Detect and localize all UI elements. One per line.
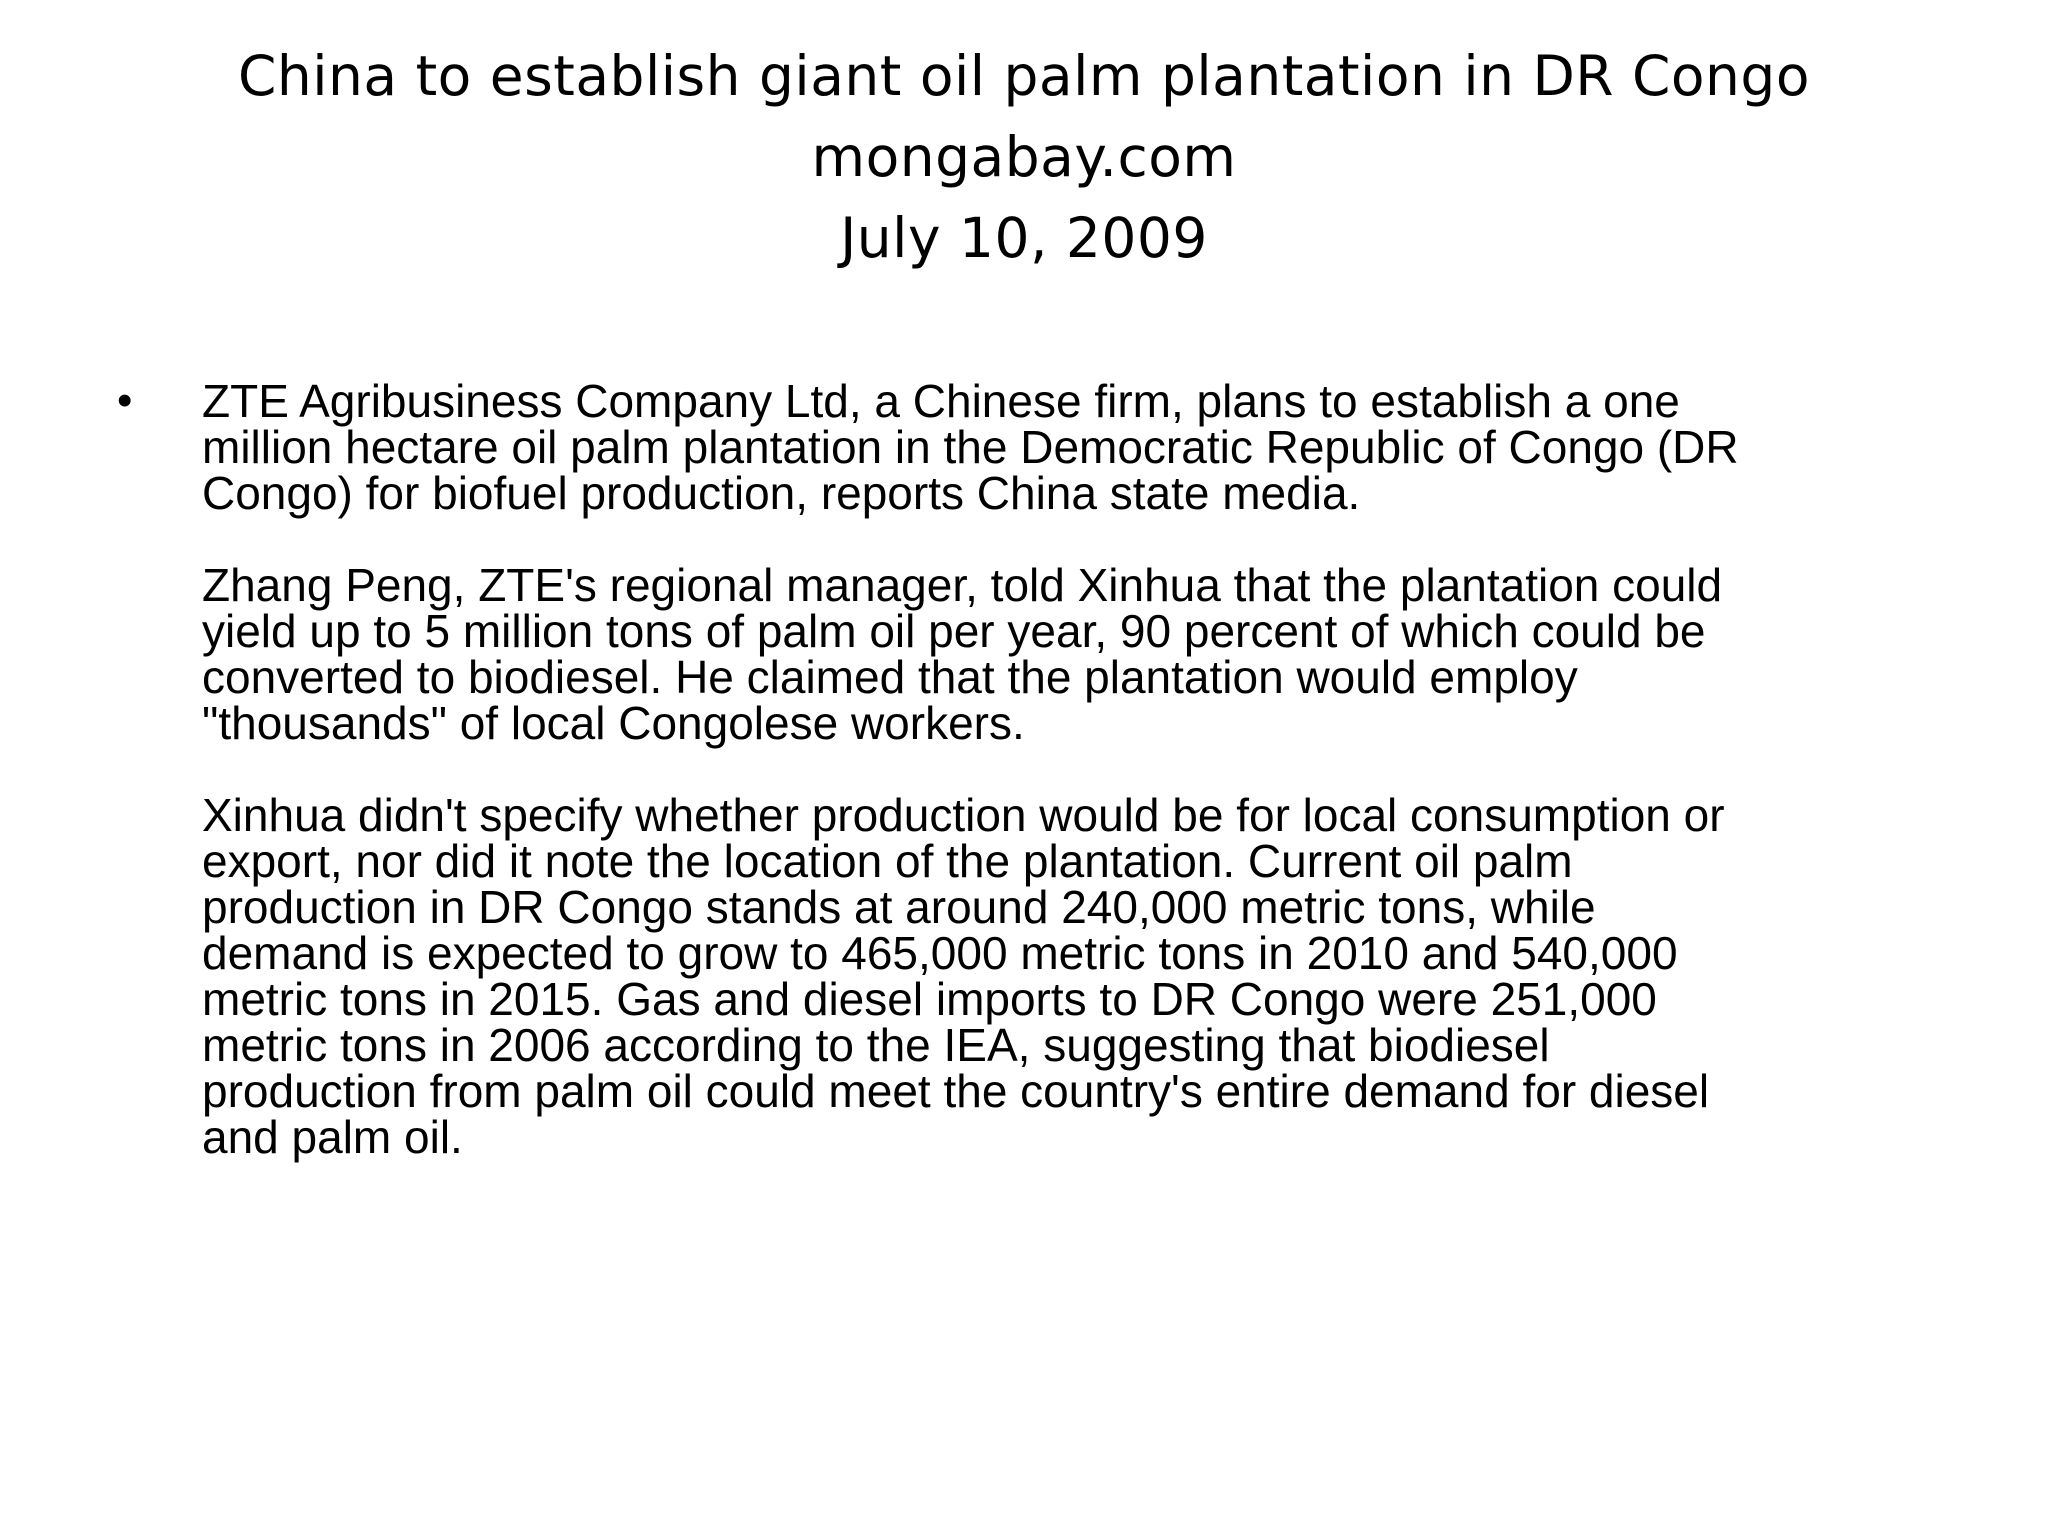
slide-header	[0, 36, 2048, 279]
slide-source: mongabay.com	[811, 125, 1237, 189]
body-paragraph-3: Xinhua didn't specify whether production would be for local consumption or export, nor did it note the location of the plantation. Current oil palm production in DR Congo stands at around 240,000 metric tons, while demand is expected to grow to 465,000 metric tons in 2010 and 540,000 metric tons in 2015. Gas and diesel imports to DR Congo were 251,000 metric tons in 2006 according to the IEA, suggesting that biodiesel production from palm oil could meet the country's entire demand for diesel and palm oil.	[202, 789, 1725, 1163]
body-paragraph-2: Zhang Peng, ZTE's regional manager, told Xinhua that the plantation could yield up to 5 million tons of palm oil per year, 90 percent of which could be converted to biodiesel. He claimed that the plantation would employ "thousands" of local Congolese workers.	[202, 559, 1723, 749]
slide-body	[202, 375, 1962, 1206]
slide-date: July 10, 2009	[840, 206, 1208, 270]
bullet-marker: •	[117, 376, 133, 425]
slide-title: China to establish giant oil palm plantation in DR Congo	[238, 44, 1810, 108]
body-paragraph-1: ZTE Agribusiness Company Ltd, a Chinese firm, plans to establish a one million hectare oil palm plantation in the Democratic Republic of Congo (DR Congo) for biofuel production, reports China state media.	[202, 375, 1739, 519]
